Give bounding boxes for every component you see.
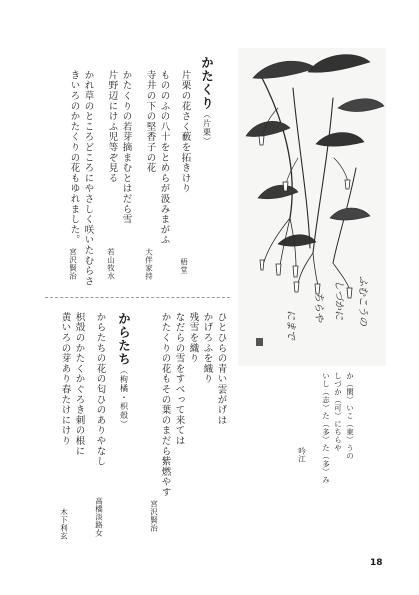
poem-author: 若山牧水	[106, 248, 116, 280]
caption-author: 吟江	[297, 447, 307, 463]
poem-line: かれ草のところどころにやさしく咲いたむらさ	[82, 70, 94, 287]
page-number: 18	[370, 558, 383, 568]
inscription-line: しづかに	[333, 280, 344, 320]
poem-line: 片栗の花さく藪を拓きけり	[179, 70, 191, 194]
poem-line: 黄いろの芽あり春たけにけり	[59, 312, 71, 446]
poem-author: 梧堂	[179, 258, 189, 274]
poem-line: かげろふを織り	[201, 312, 213, 385]
section-divider	[45, 297, 230, 298]
poem-line: ひとひらの青い雲がげは	[215, 312, 227, 426]
karatachi-heading: からたち（枸橘・枳殻）	[116, 312, 132, 429]
poem-author: 大伴家持	[144, 248, 154, 280]
poem-author: 宮沢賢治	[149, 500, 159, 532]
poem-line: きいろのかたくりの花もゆれました。	[68, 70, 80, 246]
inscription-line: ふむこうの	[357, 276, 368, 326]
caption-line: か（閑）いこ（東）うの	[345, 372, 355, 460]
inscription-line: ちらや	[313, 292, 324, 322]
inscription-line: にまで	[285, 310, 296, 340]
poem-line: 寺井の下の堅香子の花	[144, 70, 156, 173]
poem-author: 宮沢賢治	[68, 248, 78, 280]
artist-seal	[256, 338, 263, 346]
caption-line: いし（志）た（多）た（多）み	[321, 372, 331, 484]
poem-line: かたくりの若芽摘まむとはだら雪	[120, 70, 132, 225]
poem-line: からたちの花の匂ひのありやなし	[94, 312, 106, 467]
poem-line: 残雪を織り	[187, 312, 199, 364]
poem-line: 片野辺にけふ児等ぞ見る	[106, 70, 118, 184]
poem-line: もののふの八十をとめらが汲みまがふ	[158, 70, 170, 246]
poem-author: 高橋淡路女	[94, 497, 104, 537]
katakuri-heading: かたくり（片栗）	[199, 56, 215, 146]
poem-line: かたくりの花もその葉のまだら紫燃やす	[159, 312, 171, 498]
caption-line: しづか（可）にちらや	[333, 372, 343, 452]
poem-author: 木下利玄	[59, 508, 69, 540]
poem-line: なだらの雪をすべって来ては	[173, 312, 185, 446]
katakuri-painting	[238, 48, 386, 366]
poem-line: 枳殻のかたくかぐろき刺の根に	[73, 312, 85, 457]
